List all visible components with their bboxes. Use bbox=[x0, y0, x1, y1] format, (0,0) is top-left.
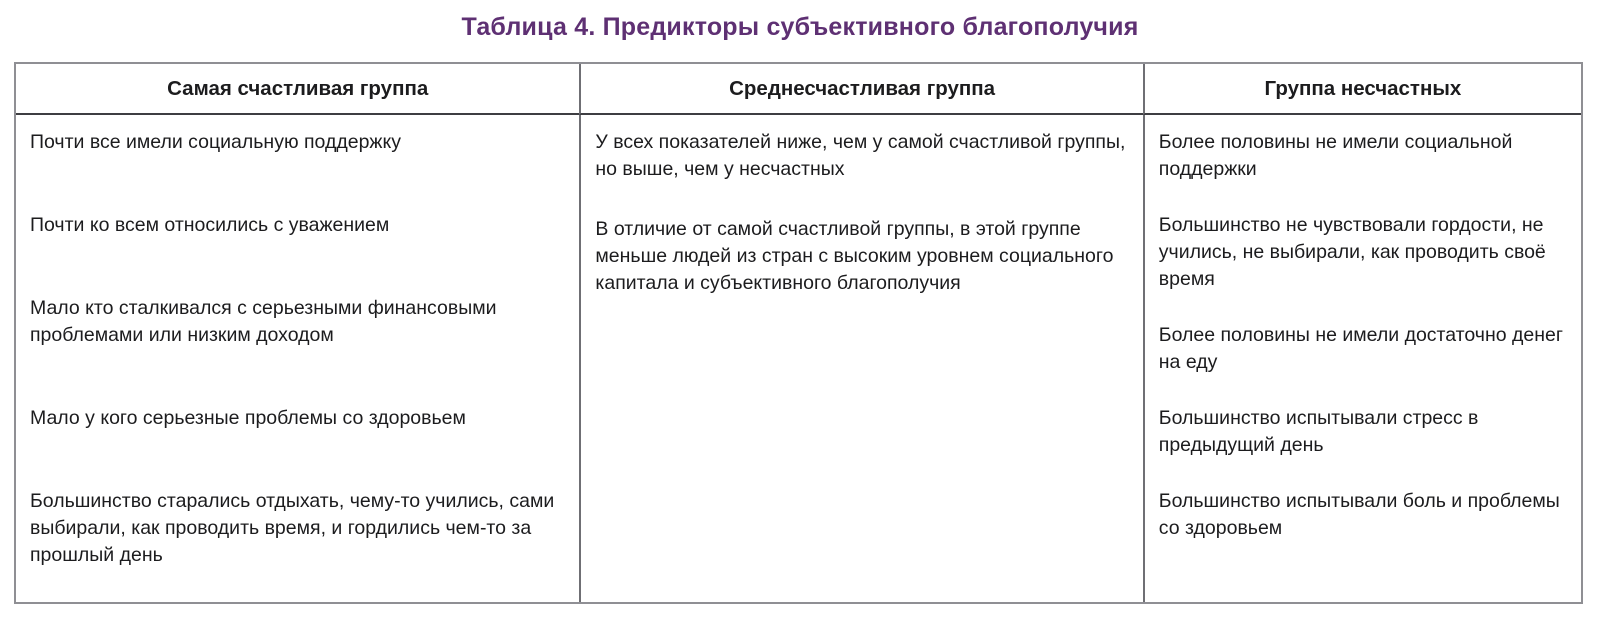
table-header-medium-happy-group: Среднесчастливая группа bbox=[579, 64, 1142, 115]
table-item: Более половины не имели социальной поддержки bbox=[1158, 131, 1513, 180]
table-header-unhappy-group: Группа несчастных bbox=[1143, 64, 1581, 115]
table-cell-happiest-group bbox=[16, 115, 579, 602]
table-item: Более половины не имели достаточно денег на еду bbox=[1158, 324, 1563, 373]
table-item: Большинство старались отдыхать, чему-то учились, сами выбирали, как проводить время, и гордились чем-то за прошлый день bbox=[30, 490, 555, 566]
predictors-table bbox=[14, 62, 1583, 604]
table-cell-medium-happy-group bbox=[579, 115, 1142, 602]
table-item: Большинство испытывали боль и проблемы со здоровьем bbox=[1158, 490, 1560, 539]
table-item: Мало кто сталкивался с серьезными финансовыми проблемами или низким доходом bbox=[30, 297, 497, 346]
table-item: У всех показателей ниже, чем у самой счастливой группы, но выше, чем у несчастных bbox=[595, 131, 1126, 180]
table-item: Мало у кого серьезные проблемы со здоровьем bbox=[30, 407, 466, 429]
table-item: Почти все имели социальную поддержку bbox=[30, 131, 401, 153]
page-title: Таблица 4. Предикторы субъективного благополучия bbox=[461, 13, 1139, 41]
table-item: Большинство испытывали стресс в предыдущий день bbox=[1158, 407, 1479, 456]
table-item: В отличие от самой счастливой группы, в этой группе меньше людей из стран с высоким уровнем социального капитала и субъективного благополучия bbox=[595, 218, 1114, 294]
table-item: Почти ко всем относились с уважением bbox=[30, 214, 390, 236]
table-cell-unhappy-group bbox=[1143, 115, 1581, 602]
table-header-happiest-group: Самая счастливая группа bbox=[16, 64, 579, 115]
table-item: Большинство не чувствовали гордости, не учились, не выбирали, как проводить своё время bbox=[1158, 214, 1546, 290]
